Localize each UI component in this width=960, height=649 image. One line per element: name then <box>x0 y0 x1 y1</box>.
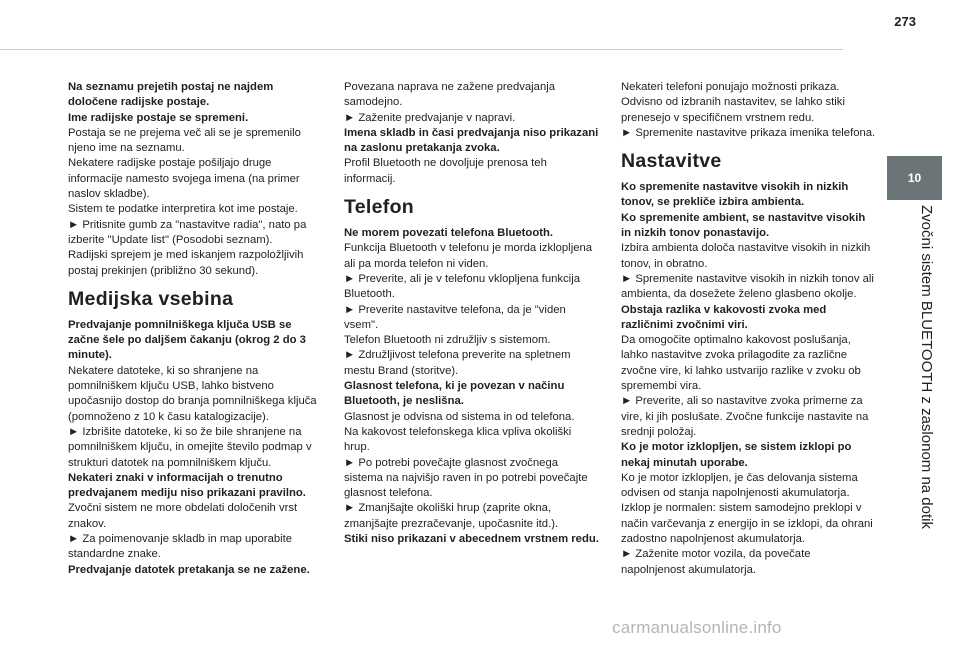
body-paragraph: Odvisno od izbranih nastavitev, se lahko stiki prenesejo v specifičnem vrstnem redu. <box>621 96 845 124</box>
text-column-3 <box>621 80 876 578</box>
header-divider <box>0 49 843 50</box>
body-paragraph: Radijski sprejem je med iskanjem razpoložljivih postaj prekinjen (približno 30 sekund). <box>68 249 304 277</box>
body-paragraph: Izbira ambienta določa nastavitve visokih in nizkih tonov, in obratno. <box>621 242 871 270</box>
chapter-tab[interactable] <box>887 156 942 200</box>
body-paragraph: Ko je motor izklopljen, je čas delovanja sistema odvisen od stanja napolnjenosti akumulatorja. <box>621 471 858 500</box>
chapter-title: Zvočni sistem BLUETOOTH z zaslonom na dotik <box>918 205 935 529</box>
body-paragraph: Zvočni sistem ne more obdelati določenih vrst znakov. <box>68 502 298 530</box>
body-paragraph: ► Spremenite nastavitve visokih in nizkih tonov ali ambienta, da dosežete želeno glasbeno okolje. <box>621 272 874 301</box>
body-paragraph: ► Po potrebi povečajte glasnost zvočnega sistema na najvišjo raven in po potrebi povečajte glasnost telefona. <box>344 456 588 500</box>
body-paragraph: Nekatere radijske postaje pošiljajo druge informacije namesto svojega imena (na primer naslov skladbe). <box>68 157 300 201</box>
body-paragraph: ► Zaženite motor vozila, da povečate napolnjenost akumulatorja. <box>621 548 811 576</box>
body-paragraph: Izklop je normalen: sistem samodejno preklopi v način varčevanja z energijo in se izklopi, da ohrani zadostno napolnjenost akumulatorja. <box>621 502 873 546</box>
question-text: Ko spremenite nastavitve visokih in nizkih tonov, se prekliče izbira ambienta. <box>621 181 849 209</box>
question-text: Ime radijske postaje se spremeni. <box>68 111 249 124</box>
page-number: 273 <box>894 14 916 29</box>
body-paragraph: ► Pritisnite gumb za "nastavitve radia", nato pa izberite "Update list" (Posodobi seznam). <box>68 218 307 246</box>
body-paragraph: Telefon Bluetooth ni združljiv s sistemom. <box>344 334 551 347</box>
question-text: Na seznamu prejetih postaj ne najdem določene radijske postaje. <box>68 81 274 109</box>
body-paragraph: ► Izbrišite datoteke, ki so že bile shranjene na pomnilniškem ključu, in omejite število podmap v strukturi datotek na pomnilniškem ključu. <box>68 425 312 469</box>
body-paragraph: Da omogočite optimalno kakovost poslušanja, lahko nastavitve zvoka prilagodite za različne zvočne vire, ki lahko ustvarijo razlike v zvoku ob spremembi vira. <box>621 334 861 393</box>
question-text: Predvajanje pomnilniškega ključa USB se začne šele po daljšem čakanju (okrog 2 do 3 minute). <box>68 318 306 362</box>
chapter-number: 10 <box>907 171 922 185</box>
body-paragraph: ► Združljivost telefona preverite na spletnem mestu Brand (storitve). <box>344 349 571 377</box>
question-text: Ko spremenite ambient, se nastavitve visokih in nizkih tonov ponastavijo. <box>621 211 866 240</box>
body-paragraph: Funkcija Bluetooth v telefonu je morda izklopljena ali pa morda telefon ni viden. <box>344 242 593 270</box>
body-paragraph: ► Spremenite nastavitve prikaza imenika telefona. <box>621 126 876 139</box>
question-text: Ne morem povezati telefona Bluetooth. <box>344 227 554 240</box>
body-paragraph: Nekatere datoteke, ki so shranjene na pomnilniškem ključu USB, lahko bistveno upočasnijo dostop do branja pomnilniškega ključa (pomnoženo z 10 k času katalogizacije). <box>68 364 317 423</box>
body-paragraph: Povezana naprava ne zažene predvajanja samodejno. <box>344 81 556 109</box>
body-paragraph: Profil Bluetooth ne dovoljuje prenosa teh informacij. <box>344 157 547 185</box>
section-heading: Telefon <box>344 196 414 219</box>
question-text: Obstaja razlika v kakovosti zvoka med različnimi zvočnimi viri. <box>621 303 827 331</box>
body-paragraph: Na kakovost telefonskega klica vpliva okoliški hrup. <box>344 425 572 454</box>
body-paragraph: Sistem te podatke interpretira kot ime postaje. <box>68 203 298 216</box>
body-paragraph: ► Preverite nastavitve telefona, da je "viden vsem". <box>344 303 566 331</box>
body-paragraph: ► Zmanjšajte okoliški hrup (zaprite okna, zmanjšajte prezračevanje, upočasnite itd.). <box>344 502 559 530</box>
question-text: Stiki niso prikazani v abecednem vrstnem redu. <box>344 533 599 546</box>
section-heading: Nastavitve <box>621 150 722 173</box>
section-heading: Medijska vsebina <box>68 287 234 310</box>
body-paragraph: ► Preverite, ali so nastavitve zvoka primerne za vire, ki jih poslušate. Zvočne funkcije nastavite na srednji položaj. <box>621 395 869 438</box>
body-paragraph: Nekateri telefoni ponujajo možnosti prikaza. <box>621 81 840 93</box>
body-paragraph: Glasnost je odvisna od sistema in od telefona. <box>344 410 575 423</box>
watermark: carmanualsonline.info <box>612 618 782 637</box>
text-column-1 <box>68 80 323 578</box>
text-column-2 <box>344 80 599 547</box>
question-text: Glasnost telefona, ki je povezan v načinu Bluetooth, je neslišna. <box>344 380 565 408</box>
body-paragraph: Postaja se ne prejema več ali se je spremenilo njeno ime na seznamu. <box>68 126 301 155</box>
body-paragraph: ► Zaženite predvajanje v napravi. <box>344 111 516 124</box>
question-text: Ko je motor izklopljen, se sistem izklopi po nekaj minutah uporabe. <box>621 441 852 469</box>
body-paragraph: ► Za poimenovanje skladb in map uporabite standardne znake. <box>68 533 293 561</box>
question-text: Imena skladb in časi predvajanja niso prikazani na zaslonu pretakanja zvoka. <box>344 126 599 155</box>
question-text: Nekateri znaki v informacijah o trenutno predvajanem mediju niso prikazani pravilno. <box>68 471 306 500</box>
question-text: Predvajanje datotek pretakanja se ne zažene. <box>68 563 310 576</box>
body-paragraph: ► Preverite, ali je v telefonu vklopljena funkcija Bluetooth. <box>344 272 580 301</box>
